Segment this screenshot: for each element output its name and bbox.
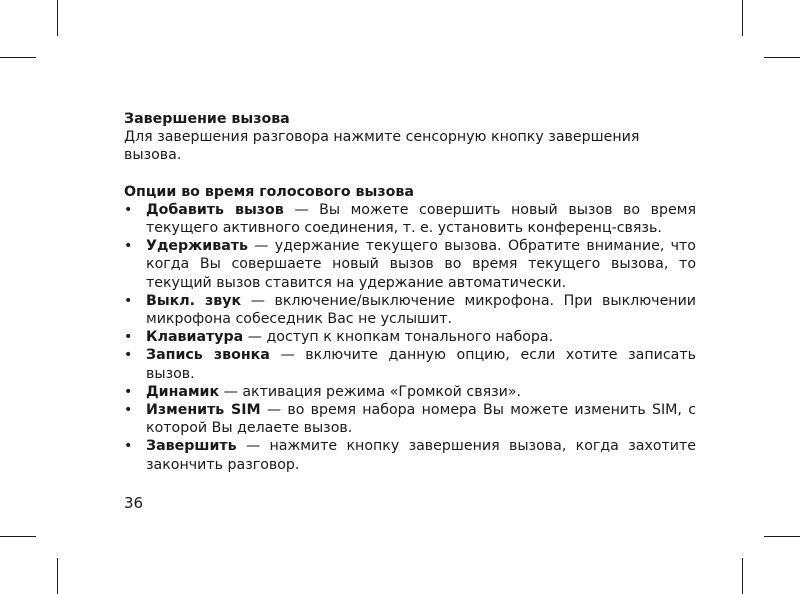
option-mute <box>124 292 696 328</box>
option-add-call <box>124 201 696 237</box>
end-call-heading: Завершение вызова <box>124 111 290 127</box>
option-term: Запись звонка <box>146 347 270 364</box>
option-description: — Вы можете совершить новый вызов во время текущего активного соединения, т. е. установить конференц-связь. <box>146 201 696 237</box>
crop-mark-top-left-vertical <box>57 0 58 36</box>
option-description: — активация режима «Громкой связи». <box>219 383 522 400</box>
option-term: Выкл. звук <box>146 292 242 309</box>
option-speaker <box>124 383 696 401</box>
bullet: • <box>124 329 133 346</box>
option-hold <box>124 237 696 292</box>
crop-mark-top-right-vertical <box>742 0 743 36</box>
bullet: • <box>124 402 133 419</box>
option-description: — включение/выключение микрофона. При выключении микрофона собеседник Вас не услышит. <box>146 292 697 328</box>
page-content <box>124 110 696 474</box>
option-description: — во время набора номера Вы можете изменить SIM, с которой Вы делаете вызов. <box>146 402 697 437</box>
bullet: • <box>124 238 133 255</box>
call-options-list <box>124 201 696 474</box>
bullet: • <box>124 438 133 455</box>
option-record-call <box>124 346 696 382</box>
crop-mark-bottom-right-vertical <box>742 558 743 594</box>
option-description: — доступ к кнопкам тонального набора. <box>243 329 554 346</box>
page-number: 36 <box>124 494 144 512</box>
bullet: • <box>124 201 133 218</box>
option-term: Добавить вызов <box>146 201 284 218</box>
option-term: Изменить SIM <box>146 402 261 419</box>
option-term: Клавиатура <box>146 329 244 346</box>
option-term: Удерживать <box>146 238 248 255</box>
bullet: • <box>124 347 133 364</box>
end-call-text: Для завершения разговора нажмите сенсорную кнопку завершения вызова. <box>124 129 640 164</box>
option-description: — удержание текущего вызова. Обратите внимание, что когда Вы совершаете новый вызов во время текущего вызова, то текущий вызов ставится на удержание автоматически. <box>146 238 696 291</box>
crop-mark-top-right-horizontal <box>764 57 800 58</box>
option-end <box>124 437 696 473</box>
option-term: Динамик <box>146 383 220 400</box>
option-term: Завершить <box>146 438 237 455</box>
option-description: — нажмите кнопку завершения вызова, когда захотите закончить разговор. <box>146 438 696 473</box>
bullet: • <box>124 292 133 309</box>
option-change-sim <box>124 401 696 437</box>
section-gap <box>124 165 696 183</box>
bullet: • <box>124 383 133 400</box>
crop-mark-bottom-left-vertical <box>57 558 58 594</box>
call-options-heading: Опции во время голосового вызова <box>124 183 414 200</box>
option-keypad <box>124 328 696 346</box>
option-description: — включите данную опцию, если хотите записать вызов. <box>146 347 696 382</box>
crop-mark-bottom-right-horizontal <box>764 536 800 537</box>
crop-mark-bottom-left-horizontal <box>0 536 36 537</box>
crop-mark-top-left-horizontal <box>0 57 36 58</box>
